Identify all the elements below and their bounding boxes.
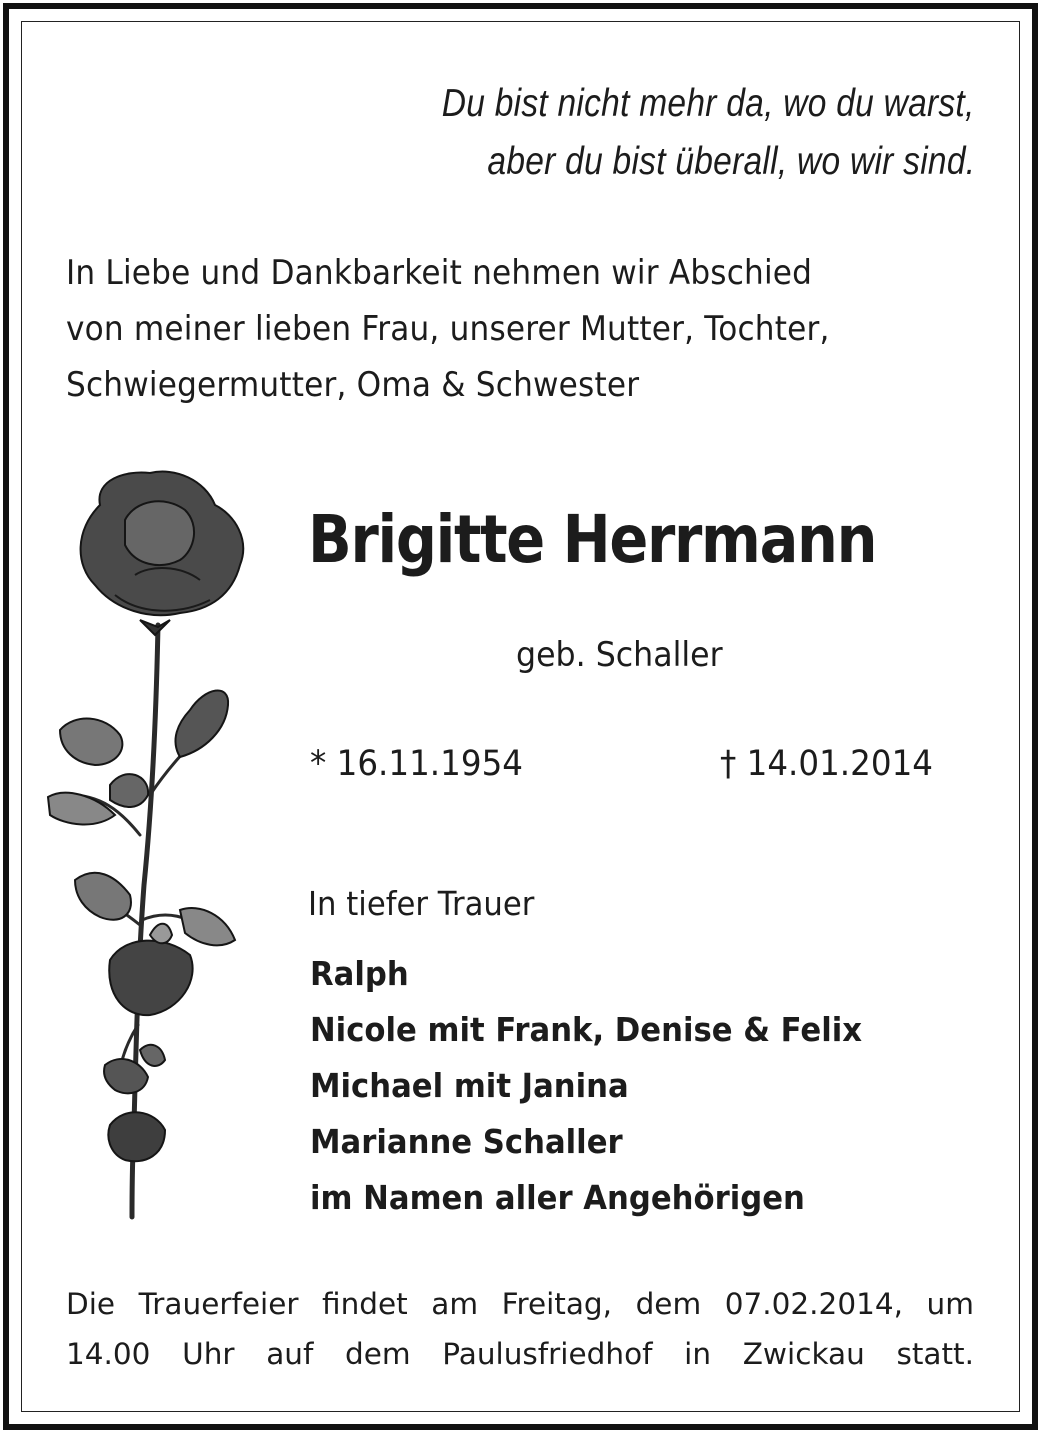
death-date: † 14.01.2014 (720, 744, 933, 784)
mourning-label: In tiefer Trauer (308, 884, 535, 923)
intro-line-1: In Liebe und Dankbarkeit nehmen wir Abschied (66, 253, 813, 292)
mourner-line: Marianne Schaller (310, 1122, 623, 1161)
mourner-line: im Namen aller Angehörigen (310, 1178, 805, 1217)
service-line-1: Die Trauerfeier findet am Freitag, dem 07.02.2014, um (66, 1287, 974, 1321)
mourner-line: Nicole mit Frank, Denise & Felix (310, 1010, 863, 1049)
motto-line-2: aber du bist überall, wo wir sind. (487, 140, 975, 183)
mourner-line: Michael mit Janina (310, 1066, 629, 1105)
deceased-name: Brigitte Herrmann (308, 501, 877, 578)
rose-image (40, 465, 260, 1225)
birth-date: * 16.11.1954 (310, 744, 523, 784)
motto-line-1: Du bist nicht mehr da, wo du warst, (442, 82, 975, 125)
maiden-name: geb. Schaller (516, 635, 723, 675)
service-line-2: 14.00 Uhr auf dem Paulusfriedhof in Zwickau statt. (66, 1337, 974, 1371)
intro-line-2: von meiner lieben Frau, unserer Mutter, Tochter, (66, 309, 830, 348)
mourner-line: Ralph (310, 954, 409, 993)
intro-line-3: Schwiegermutter, Oma & Schwester (66, 365, 640, 404)
